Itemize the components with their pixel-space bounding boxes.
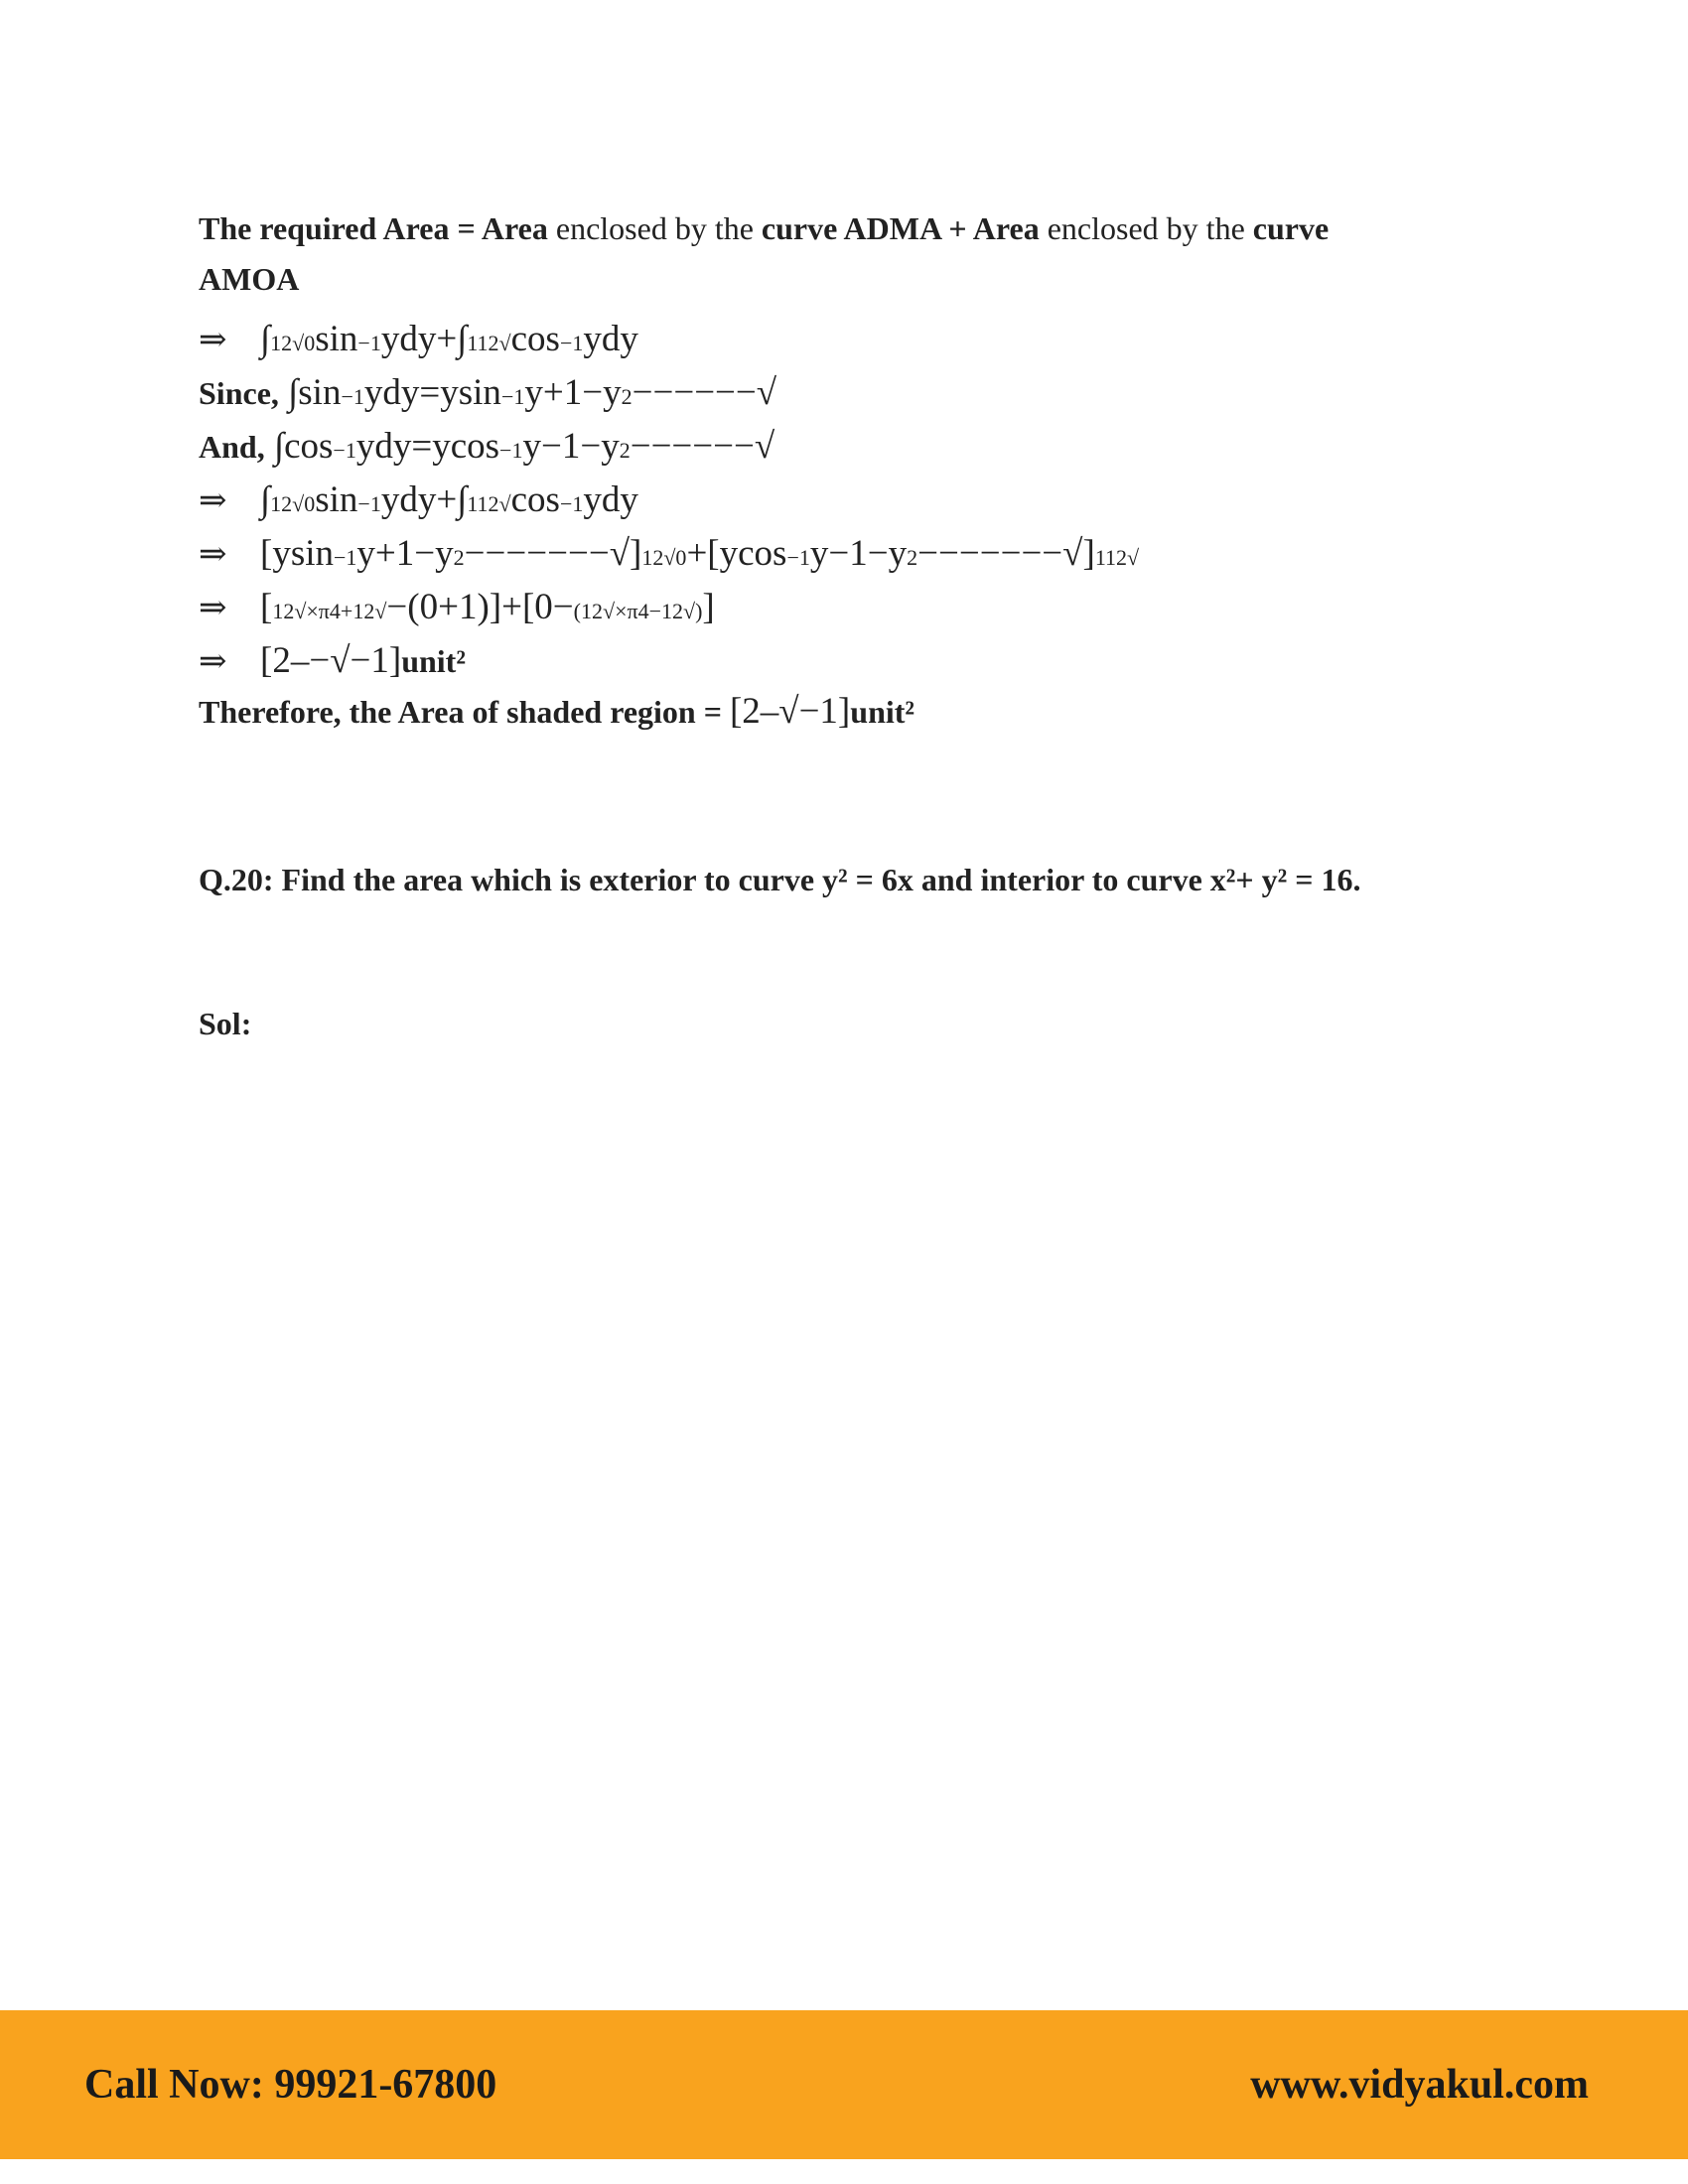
- math-text: −(0+1)]+[0−: [386, 587, 574, 627]
- math-text: [ysin: [260, 533, 334, 574]
- math-small: 112√: [1094, 545, 1140, 570]
- intro-bold-6: AMOA: [199, 261, 300, 297]
- math-text: ∫sin: [288, 372, 342, 413]
- website-link[interactable]: www.vidyakul.com: [1250, 2062, 1589, 2108]
- solution-label: Sol:: [199, 1006, 252, 1041]
- math-text: cos: [510, 319, 560, 359]
- conclusion-label: Therefore, the Area of shaded region =: [199, 694, 730, 730]
- math-text: −−−−−−−√]: [917, 533, 1095, 574]
- math-text: ydy=ysin: [363, 372, 501, 413]
- math-small: −1: [357, 491, 381, 516]
- math-small: 112√: [467, 491, 511, 516]
- math-small: −1: [357, 331, 381, 355]
- intro-bold-5: curve: [1252, 210, 1330, 246]
- math-text: ∫cos: [273, 426, 334, 467]
- solution-content: [199, 204, 1489, 737]
- math-text: y+1−y: [356, 533, 454, 574]
- intro-text-2: enclosed by the: [547, 210, 762, 246]
- math-small: 2: [907, 545, 918, 570]
- math-text: [2–√−1]: [729, 691, 851, 732]
- math-text: ydy=ycos: [355, 426, 500, 467]
- math-small: −1: [500, 384, 525, 409]
- implies-arrow: ⇒: [199, 643, 227, 680]
- implies-arrow: ⇒: [199, 322, 227, 358]
- math-small: −1: [334, 545, 357, 570]
- math-text: ydy: [583, 479, 638, 520]
- footer-banner: [0, 2010, 1688, 2159]
- implies-arrow: ⇒: [199, 590, 227, 626]
- math-small: 12√0: [270, 331, 316, 355]
- math-text: sin: [315, 479, 358, 520]
- math-line-8: [199, 687, 1489, 737]
- unit-label: unit²: [401, 643, 466, 679]
- math-text: ]: [702, 587, 715, 627]
- unit-label: unit²: [850, 694, 914, 730]
- math-text: ydy+∫: [380, 319, 468, 359]
- math-text: cos: [510, 479, 560, 520]
- intro-bold-3: curve ADMA + Area: [761, 210, 1040, 246]
- math-line-2: [199, 368, 1489, 422]
- math-line-6: [199, 583, 1489, 636]
- math-line-7: [199, 636, 1489, 687]
- math-text: [2–−√−1]: [260, 640, 402, 681]
- math-line-1: [199, 315, 1489, 368]
- math-small: (12√×π4−12√): [573, 599, 703, 623]
- math-line-3: [199, 422, 1489, 476]
- implies-arrow: ⇒: [199, 536, 227, 573]
- phone-number[interactable]: Call Now: 99921-67800: [84, 2062, 497, 2108]
- math-text: y−1−y: [522, 426, 620, 467]
- math-text: −−−−−−√: [632, 372, 777, 413]
- math-label: And,: [199, 429, 265, 465]
- math-small: −1: [499, 438, 523, 463]
- math-text: ∫: [260, 479, 271, 520]
- math-text: −−−−−−√: [630, 426, 775, 467]
- math-small: 2: [619, 438, 631, 463]
- math-small: 12√×π4+12√: [272, 599, 387, 623]
- math-text: +[ycos: [686, 533, 787, 574]
- math-small: −1: [341, 384, 364, 409]
- intro-text-4: enclosed by the: [1039, 210, 1253, 246]
- math-small: −1: [559, 331, 584, 355]
- math-small: −1: [559, 491, 584, 516]
- intro-paragraph: [199, 204, 1489, 305]
- question-20: Q.20: Find the area which is exterior to curve y² = 6x and interior to curve x²+ y² = 16.: [199, 862, 1361, 897]
- intro-bold-1: The required Area = Area: [199, 210, 548, 246]
- math-small: 12√0: [270, 491, 316, 516]
- math-label: Since,: [199, 375, 279, 411]
- math-text: ydy: [583, 319, 638, 359]
- math-text: [: [260, 587, 273, 627]
- math-text: sin: [315, 319, 358, 359]
- math-small: 2: [453, 545, 465, 570]
- math-small: 12√0: [641, 545, 687, 570]
- math-line-5: [199, 529, 1489, 583]
- math-text: ydy+∫: [380, 479, 468, 520]
- math-text: −−−−−−−√]: [464, 533, 642, 574]
- math-text: y−1−y: [809, 533, 908, 574]
- math-small: −1: [786, 545, 810, 570]
- math-line-4: [199, 476, 1489, 529]
- implies-arrow: ⇒: [199, 482, 227, 519]
- math-text: ∫: [260, 319, 271, 359]
- math-small: −1: [333, 438, 356, 463]
- math-text: y+1−y: [524, 372, 622, 413]
- math-small: 112√: [467, 331, 511, 355]
- math-small: 2: [621, 384, 633, 409]
